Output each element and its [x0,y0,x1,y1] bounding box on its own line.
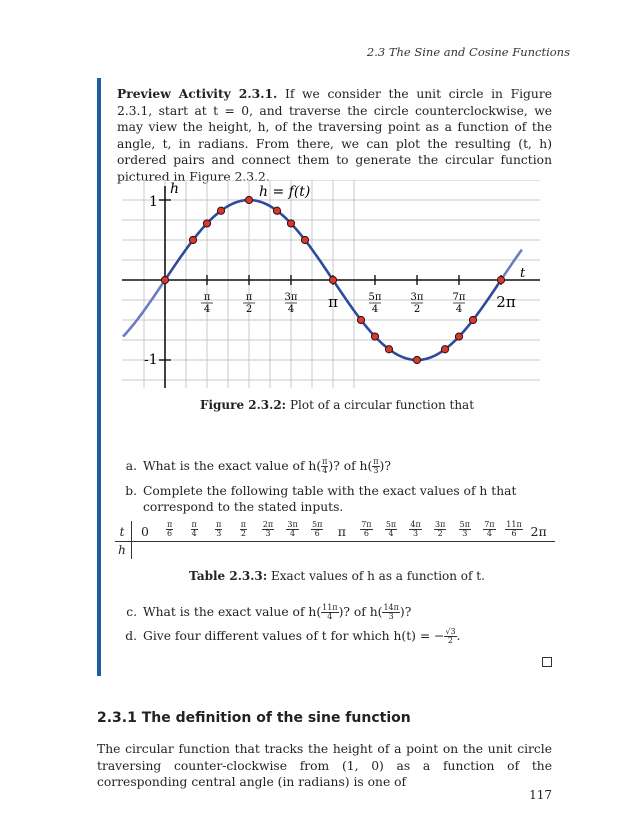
table-caption-label: Table 2.3.3: [189,569,268,583]
table-t-value: $\frac{5\pi}{3}$ [459,520,470,538]
x-tick-label-num: 3π [410,292,424,303]
x-tick-label-den: 4 [455,304,463,315]
table-caption-text: Exact values of h as a function of t. [271,569,485,583]
question-a-text-3: )? [379,459,391,473]
data-point [245,196,252,203]
x-tick-label: π [328,293,338,311]
x-tick-label-num: 7π [452,292,466,303]
data-point [497,276,504,283]
x-tick-label-num: π [245,292,253,303]
x-tick-label-den: 2 [245,304,253,315]
activity-title: Preview Activity 2.3.1. [117,86,278,101]
question-c [117,604,411,621]
data-point [273,207,280,214]
frac-num: π [322,457,328,466]
sine-plot [122,180,542,390]
section-paragraph: The circular function that tracks the height of a point on the unit circle traversing counter-clockwise from (1, 0) as a function of the corresponding central angle (in radians) is one of [97,742,552,789]
running-head: 2.3 The Sine and Cosine Functions [366,45,570,59]
table-t-value: $\frac{3\pi}{4}$ [287,520,298,538]
question-b-label: b. [125,484,137,498]
question-d [117,628,460,645]
fraction [372,458,379,475]
table-t-value: $\frac{\pi}{6}$ [166,520,173,538]
table-t-value: $\frac{\pi}{2}$ [240,520,247,538]
question-d-text-2: . [456,629,461,643]
fraction [382,604,399,621]
frac-num: π [373,457,379,466]
data-point [371,333,378,340]
question-c-text-1: What is the exact value of h( [143,605,322,619]
data-point [329,276,336,283]
x-tick-label-den: 4 [287,304,295,315]
activity-end-box [542,657,552,667]
x-tick-label-num: 3π [284,292,298,303]
table-t-value: $\frac{\pi}{3}$ [216,520,222,538]
table-t-value: $\frac{2\pi}{3}$ [262,520,274,538]
fraction [321,604,338,621]
question-d-text-1: Give four different values of t for which h(t) = − [143,629,445,643]
frac-den: 4 [322,466,328,475]
table-t-value: $\frac{4\pi}{3}$ [410,520,421,538]
table-row-t-header: t [119,525,125,539]
data-point [301,236,308,243]
x-tick-label-den: 4 [371,304,379,315]
table-t-value: 0 [141,524,149,539]
frac-num: √3 [445,627,456,636]
table-t-value: $\frac{3\pi}{2}$ [435,520,446,538]
t-axis-label: t [520,266,526,281]
question-c-label: c. [126,605,137,619]
fraction [444,628,456,645]
data-point [357,316,364,323]
function-label: h = f(t) [259,184,311,200]
data-point [217,207,224,214]
table-t-value: 2π [530,524,547,539]
question-c-text-2: )? of h( [338,605,383,619]
figure-caption-label: Figure 2.3.2: [199,398,287,412]
y-tick-label-neg1: -1 [144,352,158,368]
x-tick-label-den: 4 [203,304,211,315]
question-d-label: d. [125,629,137,643]
x-tick-label-num: π [203,292,211,303]
table-t-value: π [337,524,346,539]
table-t-value: $\frac{\pi}{4}$ [191,520,197,538]
data-point [455,333,462,340]
data-point [287,220,294,227]
table-t-value: $\frac{5\pi}{6}$ [312,520,323,538]
table-column-divider [131,521,132,559]
question-b [117,483,554,515]
table-t-value: $\frac{7\pi}{4}$ [484,520,495,538]
x-tick-label: 2π [496,293,516,311]
values-table [115,521,555,565]
data-point [385,346,392,353]
table-row-divider [115,541,555,542]
page-number: 117 [529,788,552,802]
y-tick-label-1: 1 [149,194,158,210]
question-b-text: Complete the following table with the exact values of h that correspond to the stated inputs. [143,484,517,514]
table-t-value: $\frac{11\pi}{6}$ [506,520,522,538]
question-a-text-1: What is the exact value of h( [143,459,322,473]
frac-den: 4 [327,612,333,621]
frac-num: 14π [383,603,399,612]
question-a-label: a. [125,459,137,473]
question-a [117,458,391,475]
frac-den: 2 [447,636,453,645]
frac-den: 3 [373,466,379,475]
question-c-text-3: )? [399,605,412,619]
x-tick-label-den: 2 [413,304,421,315]
data-point [203,220,210,227]
table-t-value: $\frac{5\pi}{4}$ [385,520,397,538]
table-caption [122,569,552,583]
data-point [161,276,168,283]
activity-sidebar-bar [97,78,101,676]
plot-grid [122,180,540,388]
h-axis-label: h [170,181,180,197]
frac-num: 11π [322,603,338,612]
table-row-h-header: h [118,543,126,557]
figure-caption-text: Plot of a circular function that [289,398,475,412]
data-point [413,356,420,363]
x-tick-label-num: 5π [368,292,382,303]
figure-caption [122,398,552,412]
frac-den: 3 [388,612,394,621]
table-t-value: $\frac{7\pi}{6}$ [361,520,372,538]
preview-activity-intro [117,86,552,185]
question-a-text-2: )? of h( [328,459,373,473]
data-point [441,346,448,353]
section-heading: 2.3.1 The definition of the sine function [97,710,411,726]
activity-intro-text: If we consider the unit circle in Figure 2.3.1, start at t = 0, and traverse the circle counterclockwise, we may view the height, h, of the traversing point as a function of the angle, t, in radians. From there, we can plot the resulting (t, h) ordered pairs and connect them to generate the circular function pictured in Figure 2.3.2. [117,87,552,184]
x-tick-labels [201,292,516,315]
data-point [189,236,196,243]
data-point [469,316,476,323]
